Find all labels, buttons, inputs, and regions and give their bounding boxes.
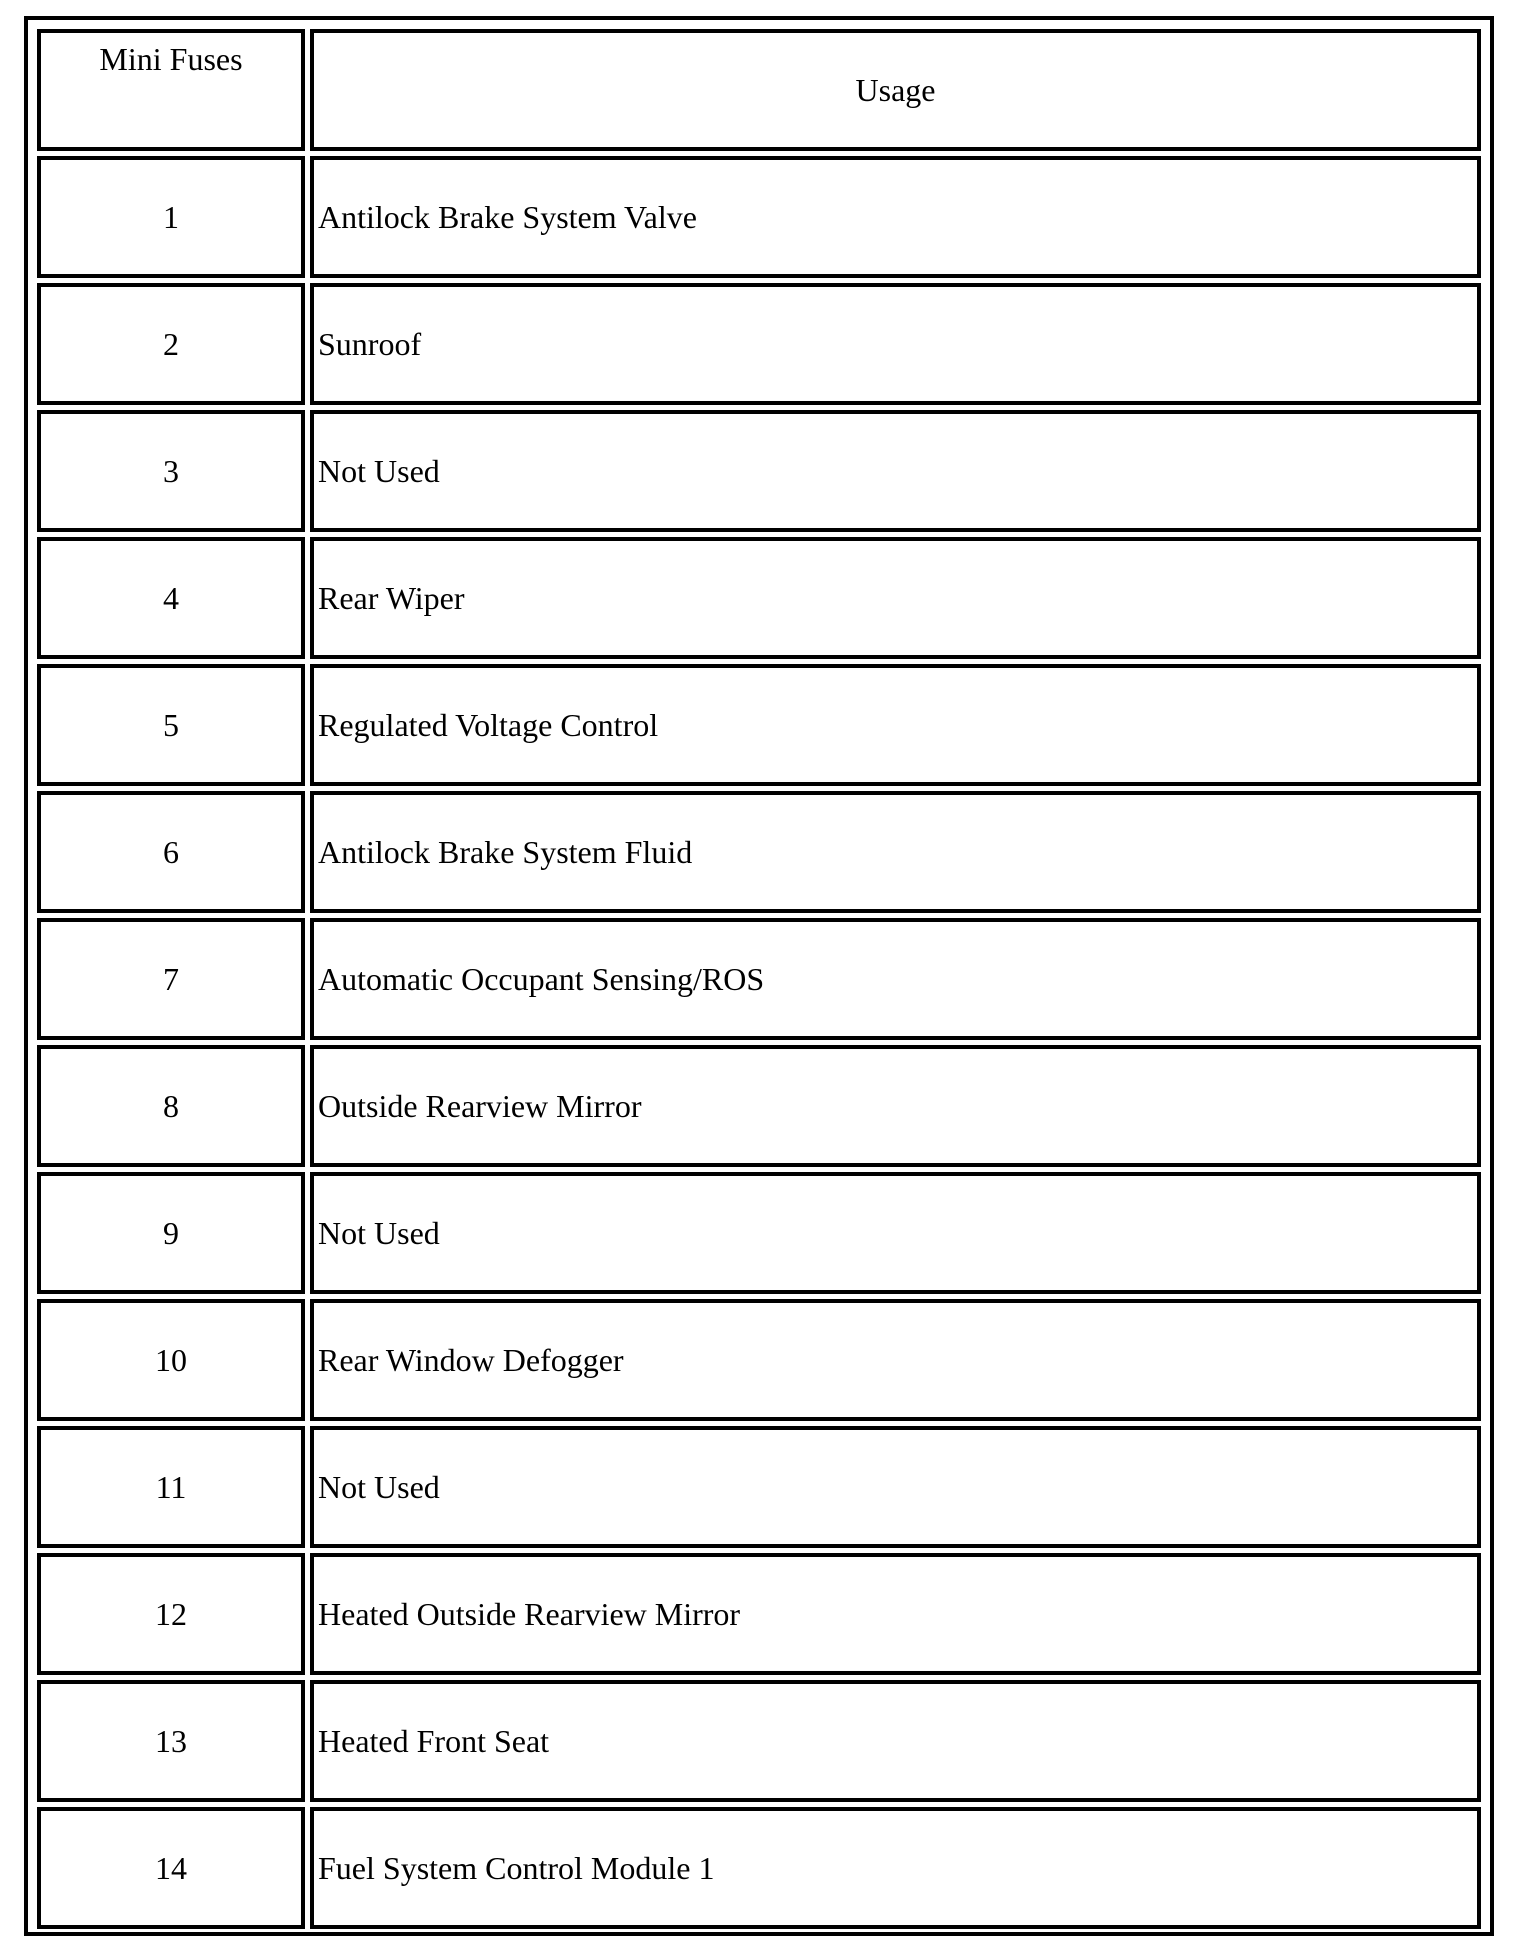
fuse-usage: Sunroof (310, 283, 1481, 405)
fuse-usage: Not Used (310, 1172, 1481, 1294)
fuse-number: 12 (37, 1553, 305, 1675)
fuse-number: 8 (37, 1045, 305, 1167)
table-row (37, 283, 1481, 405)
table-row (37, 410, 1481, 532)
fuse-usage: Outside Rearview Mirror (310, 1045, 1481, 1167)
fuse-number: 11 (37, 1426, 305, 1548)
table-row (37, 537, 1481, 659)
fuse-number: 10 (37, 1299, 305, 1421)
fuse-usage: Antilock Brake System Valve (310, 156, 1481, 278)
fuse-usage: Heated Outside Rearview Mirror (310, 1553, 1481, 1675)
fuse-usage: Fuel System Control Module 1 (310, 1807, 1481, 1929)
table-row (37, 1426, 1481, 1548)
fuse-table (32, 24, 1486, 1934)
fuse-usage: Regulated Voltage Control (310, 664, 1481, 786)
table-row (37, 664, 1481, 786)
fuse-number: 5 (37, 664, 305, 786)
fuse-table-frame (24, 16, 1494, 1936)
table-row (37, 791, 1481, 913)
fuse-usage: Automatic Occupant Sensing/ROS (310, 918, 1481, 1040)
table-row (37, 1680, 1481, 1802)
fuse-number: 7 (37, 918, 305, 1040)
fuse-number: 4 (37, 537, 305, 659)
table-row (37, 918, 1481, 1040)
header-mini-fuses: Mini Fuses (37, 29, 305, 151)
fuse-number: 9 (37, 1172, 305, 1294)
fuse-usage: Not Used (310, 410, 1481, 532)
table-row (37, 1299, 1481, 1421)
fuse-number: 2 (37, 283, 305, 405)
table-row (37, 1807, 1481, 1929)
fuse-number: 6 (37, 791, 305, 913)
fuse-usage: Heated Front Seat (310, 1680, 1481, 1802)
table-row (37, 156, 1481, 278)
fuse-number: 13 (37, 1680, 305, 1802)
table-body (37, 156, 1481, 1929)
fuse-number: 3 (37, 410, 305, 532)
fuse-usage: Antilock Brake System Fluid (310, 791, 1481, 913)
fuse-usage: Rear Wiper (310, 537, 1481, 659)
table-row (37, 1172, 1481, 1294)
fuse-usage: Rear Window Defogger (310, 1299, 1481, 1421)
header-usage: Usage (310, 29, 1481, 151)
fuse-number: 14 (37, 1807, 305, 1929)
table-row (37, 1045, 1481, 1167)
fuse-number: 1 (37, 156, 305, 278)
table-row (37, 1553, 1481, 1675)
fuse-usage: Not Used (310, 1426, 1481, 1548)
table-header-row (37, 29, 1481, 151)
